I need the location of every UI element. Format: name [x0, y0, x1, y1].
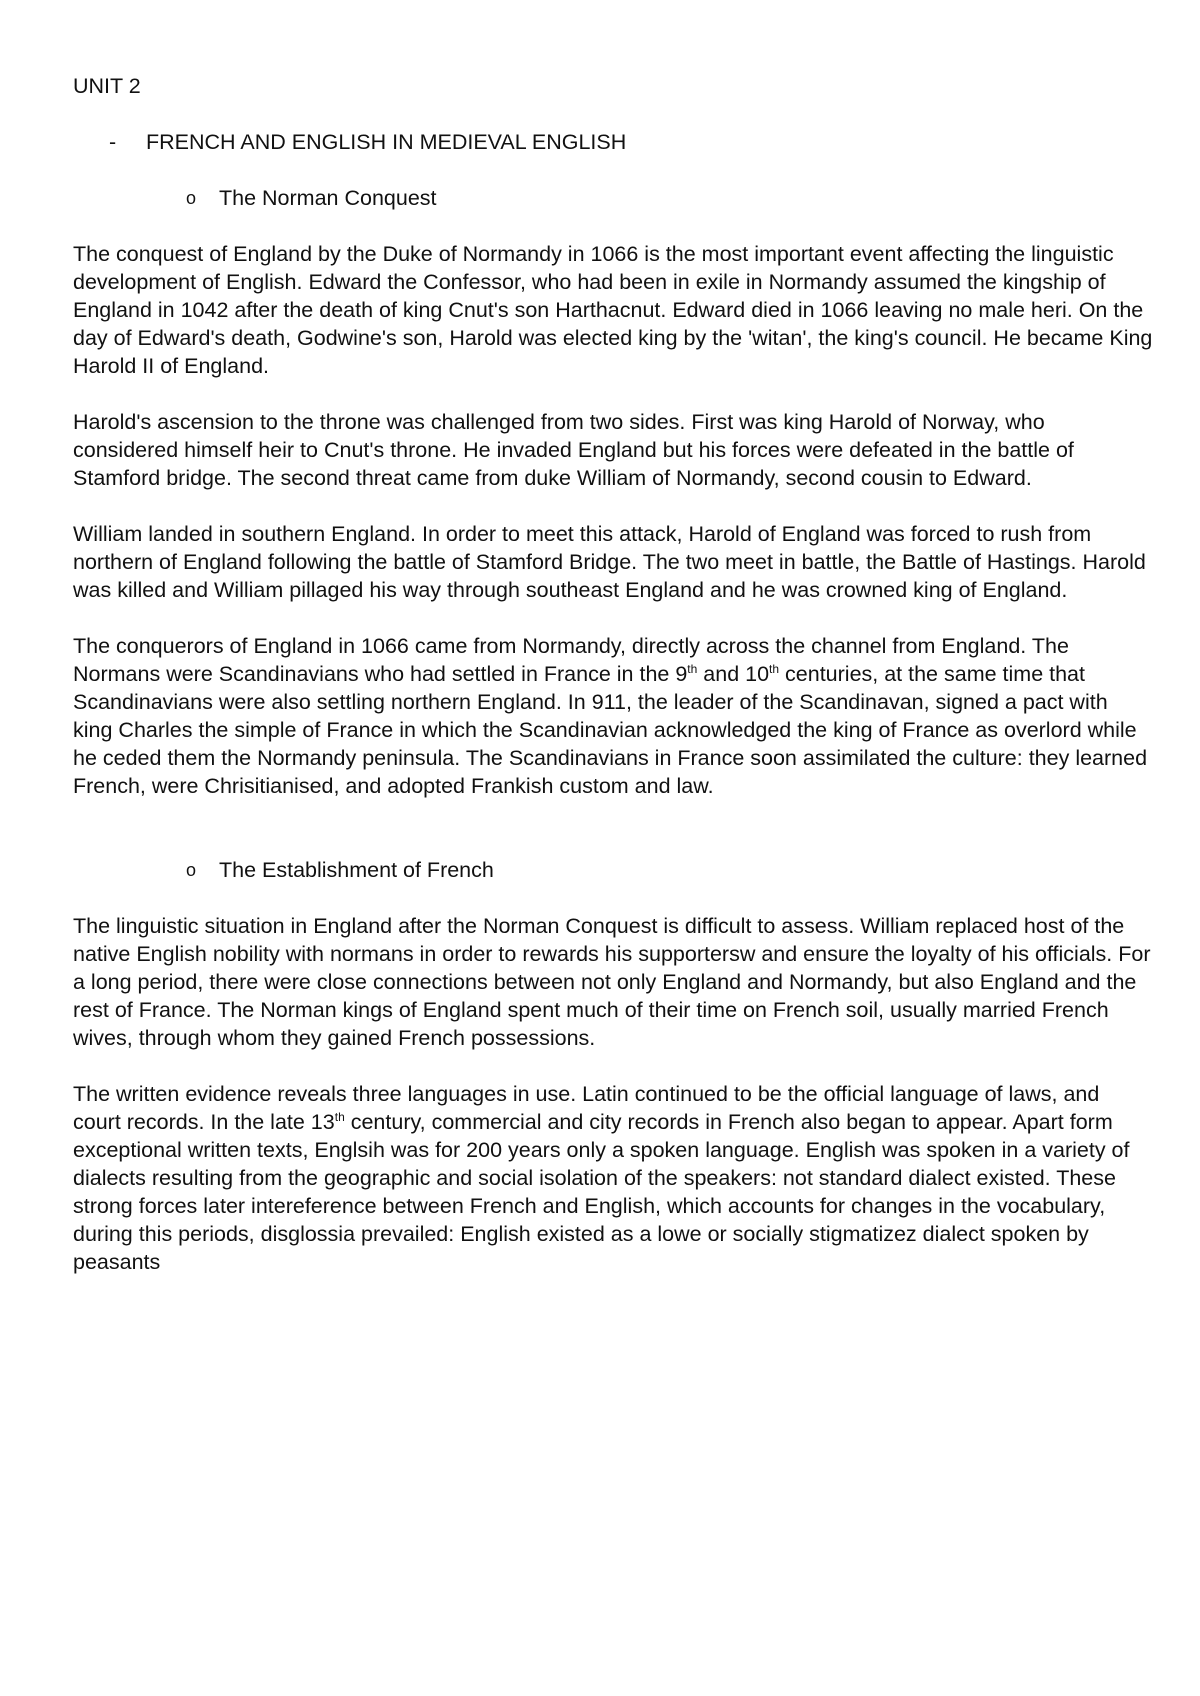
- paragraph: The linguistic situation in England after the Norman Conquest is difficult to assess. William replaced host of the native English nobility with normans in order to rewards his supportersw and ensure the loyalty of his officials. For a long period, there were close connections between not only England and Normandy, but also England and the rest of France. The Norman kings of England spent much of their time on French soil, usually married French wives, through whom they gained French possessions.: [73, 914, 1151, 1050]
- paragraph-text: and 10: [697, 662, 770, 686]
- subsection-heading: [73, 856, 1153, 884]
- paragraph: Harold's ascension to the throne was challenged from two sides. First was king Harold of Norway, who considered himself heir to Cnut's throne. He invaded England but his forces were defeated in the battle of Stamford bridge. The second threat came from duke William of Normandy, second cousin to Edward.: [73, 410, 1074, 490]
- paragraph-text: The written evidence reveals three languages in use. Latin continued to be the official language of laws, and court records. In the late 13: [73, 1082, 1100, 1134]
- subsection-title: The Norman Conquest: [219, 186, 437, 210]
- paragraph: [73, 632, 1153, 800]
- paragraph-text: The conquerors of England in 1066 came from Normandy, directly across the channel from England. The Normans were Scandinavians who had settled in France in the 9: [73, 634, 1069, 686]
- paragraph: The conquest of England by the Duke of Normandy in 1066 is the most important event affecting the linguistic development of English. Edward the Confessor, who had been in exile in Normandy assumed the kingship of England in 1042 after the death of king Cnut's son Harthacnut. Edward died in 1066 leaving no male heri. On the day of Edward's death, Godwine's son, Harold was elected king by the 'witan', the king's council. He became King Harold II of England.: [73, 242, 1153, 378]
- paragraph: William landed in southern England. In order to meet this attack, Harold of England was forced to rush from northern of England following the battle of Stamford Bridge. The two meet in battle, the Battle of Hastings. Harold was killed and William pillaged his way through southeast England and he was crowned king of England.: [73, 522, 1146, 602]
- document-page: [73, 72, 1153, 1276]
- paragraph-text: centuries, at the same time that Scandinavians were also settling northern England. In 911, the leader of the Scandinavan, signed a pact with king Charles the simple of France in which the Scandinavian acknowledged the king of France as overlord while he ceded them the Normandy peninsula. The Scandinavians in France soon assimilated the culture: they learned French, were Chrisitianised, and adopted Frankish custom and law.: [73, 662, 1148, 798]
- ordinal-suffix: th: [334, 1110, 345, 1124]
- paragraph-text: century, commercial and city records in French also began to appear. Apart form exceptional written texts, Englsih was for 200 years only a spoken language. English was spoken in a variety of dialects resulting from the geographic and social isolation of the speakers: not standard dialect existed. These strong forces later intereference between French and English, which accounts for changes in the vocabulary, during this periods, disglossia prevailed: English existed as a lowe or socially stigmatizez dialect spoken by peasants: [73, 1110, 1130, 1274]
- subsection-heading: [73, 184, 1153, 212]
- circle-bullet: o: [186, 188, 197, 208]
- subsection-title: The Establishment of French: [219, 858, 494, 882]
- ordinal-suffix: th: [769, 662, 780, 676]
- unit-title: UNIT 2: [73, 74, 141, 98]
- dash-bullet: -: [109, 130, 117, 154]
- section-heading: [73, 128, 1153, 156]
- paragraph: [73, 1080, 1153, 1276]
- circle-bullet: o: [186, 860, 197, 880]
- section-title: FRENCH AND ENGLISH IN MEDIEVAL ENGLISH: [146, 130, 627, 154]
- ordinal-suffix: th: [687, 662, 698, 676]
